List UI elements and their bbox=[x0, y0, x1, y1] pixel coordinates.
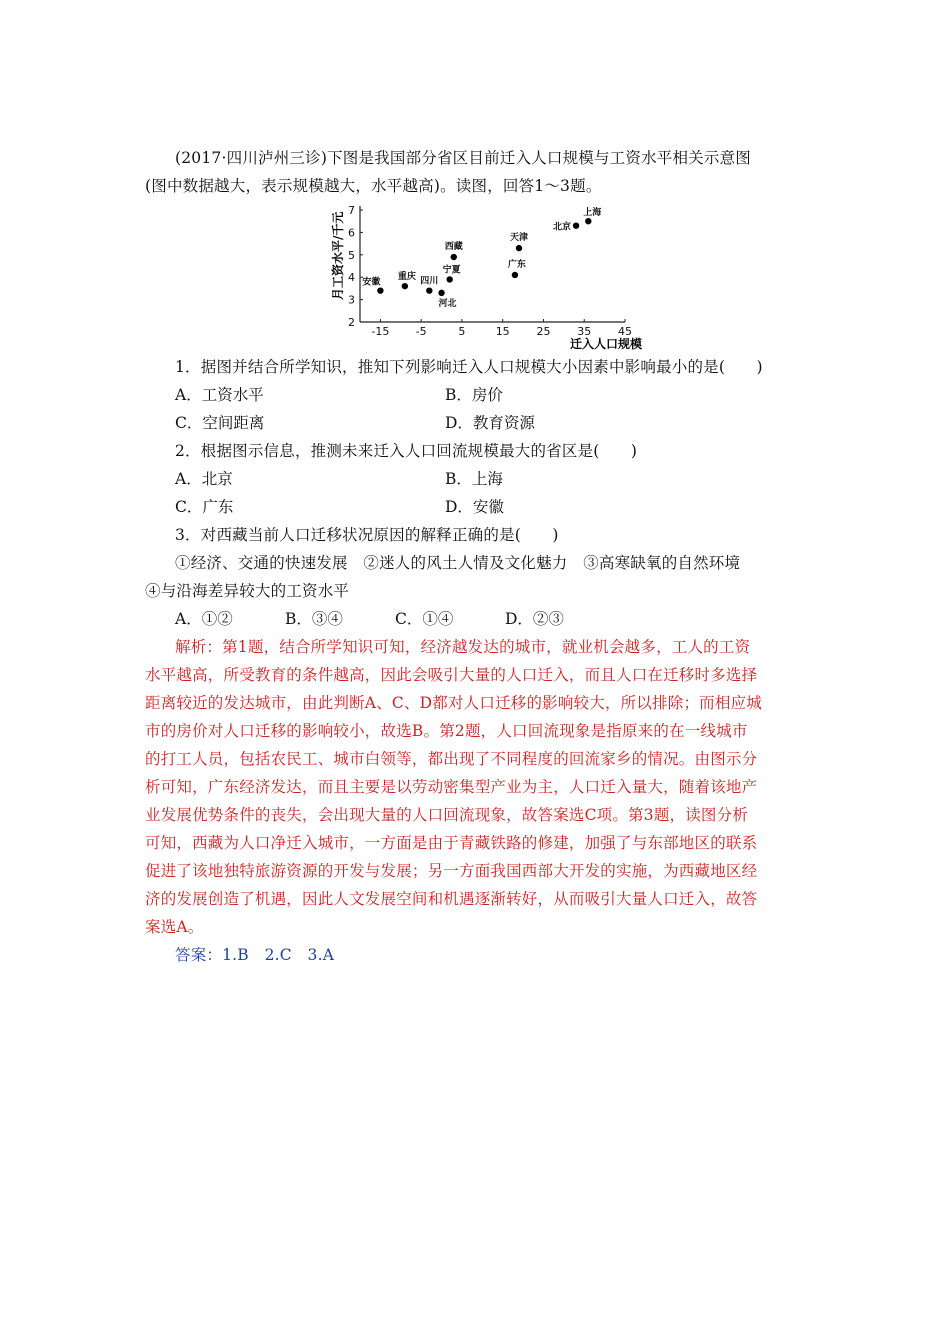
q3-items-line-1: ①经济、交通的快速发展 ②迷人的风土人情及文化魅力 ③高寒缺氧的自然环境 bbox=[175, 554, 741, 572]
data-point-label: 天津 bbox=[509, 233, 529, 244]
analysis-label: 解析： bbox=[175, 638, 223, 656]
intro-line-2: (图中数据越大，表示规模越大，水平越高)。读图，回答1～3题。 bbox=[145, 177, 602, 195]
analysis-line-3: 距离较近的发达城市，由此判断A、C、D都对人口迁移的影响较大，所以排除；而相应城 bbox=[145, 694, 762, 712]
data-point bbox=[451, 254, 457, 260]
data-point-label: 安徽 bbox=[362, 277, 381, 288]
data-point bbox=[402, 283, 408, 289]
answer-label: 答案： bbox=[175, 946, 223, 964]
data-point bbox=[516, 245, 522, 251]
data-point bbox=[512, 272, 518, 278]
q3-option-d[interactable]: D．②③ bbox=[505, 610, 564, 628]
q2-option-a[interactable]: A．北京 bbox=[175, 470, 233, 488]
q2-stem: 2．根据图示信息，推测未来迁入人口回流规模最大的省区是( ) bbox=[175, 442, 638, 460]
analysis-line-4: 市的房价对人口迁移的影响较小，故选B。第2题，人口回流现象是指原来的在一线城市 bbox=[145, 722, 748, 740]
analysis-line-10: 济的发展创造了机遇，因此人文发展空间和机遇逐渐转好，从而吸引大量人口迁入，故答 bbox=[145, 890, 758, 908]
x-tick-label: 35 bbox=[577, 325, 592, 338]
data-point-label: 上海 bbox=[583, 208, 602, 219]
q3-option-a[interactable]: A．①② bbox=[175, 610, 233, 628]
chart-xlabel: 迁入人口规模 bbox=[570, 337, 643, 351]
x-tick-label: 45 bbox=[618, 325, 632, 338]
answer-line bbox=[175, 945, 334, 965]
q3-stem: 3．对西藏当前人口迁移状况原因的解释正确的是( ) bbox=[175, 526, 559, 544]
y-tick-label: 3 bbox=[348, 293, 355, 307]
data-point bbox=[585, 218, 591, 224]
analysis-line-2: 水平越高，所受教育的条件越高，因此会吸引大量的人口迁入，而且人口在迁移时多选择 bbox=[145, 666, 758, 684]
data-point-label: 重庆 bbox=[397, 272, 416, 283]
analysis-line-6: 析可知，广东经济发达，而且主要是以劳动密集型产业为主，人口迁入量大，随着该地产 bbox=[145, 778, 758, 796]
data-point bbox=[446, 276, 452, 282]
q2-option-d[interactable]: D．安徽 bbox=[445, 498, 504, 516]
q1-option-b[interactable]: B．房价 bbox=[445, 386, 503, 404]
q1-option-a[interactable]: A．工资水平 bbox=[175, 386, 264, 404]
analysis-line-11: 案选A。 bbox=[145, 918, 204, 936]
q1-option-d[interactable]: D．教育资源 bbox=[445, 414, 535, 432]
data-point-label: 宁夏 bbox=[442, 265, 461, 276]
q3-option-c[interactable]: C．①④ bbox=[395, 610, 454, 628]
data-point-label: 北京 bbox=[553, 222, 572, 233]
chart-ylabel: 月工资水平/千元 bbox=[331, 211, 345, 300]
x-tick-label: 15 bbox=[495, 325, 510, 338]
data-point bbox=[438, 290, 444, 296]
q3-items-line-2: ④与沿海差异较大的工资水平 bbox=[145, 582, 350, 600]
x-tick-label: 25 bbox=[536, 325, 551, 338]
x-tick-label: -15 bbox=[371, 325, 390, 338]
data-point-label: 四川 bbox=[420, 276, 439, 287]
analysis-line-9: 促进了该地独特旅游资源的开发与发展；另一方面我国西部大开发的实施，为西藏地区经 bbox=[145, 862, 758, 880]
q2-option-b[interactable]: B．上海 bbox=[445, 470, 503, 488]
data-point bbox=[573, 222, 579, 228]
analysis-text-1: 第1题，结合所学知识可知，经济越发达的城市，就业机会越多，工人的工资 bbox=[222, 638, 751, 656]
data-point bbox=[377, 287, 383, 293]
q1-option-c[interactable]: C．空间距离 bbox=[175, 414, 265, 432]
y-tick-label: 4 bbox=[348, 271, 355, 285]
q2-option-c[interactable]: C．广东 bbox=[175, 498, 234, 516]
answer-text: 1.B 2.C 3.A bbox=[222, 946, 335, 964]
analysis-line-1 bbox=[175, 637, 750, 657]
scatter-chart bbox=[330, 200, 643, 351]
y-tick-label: 6 bbox=[348, 226, 355, 240]
analysis-line-7: 业发展优势条件的丧失，会出现大量的人口回流现象，故答案选C项。第3题，读图分析 bbox=[145, 806, 749, 824]
q1-stem: 1．据图并结合所学知识，推知下列影响迁入人口规模大小因素中影响最小的是( ) bbox=[175, 358, 763, 376]
analysis-line-8: 可知，西藏为人口净迁入城市，一方面是由于青藏铁路的修建，加强了与东部地区的联系 bbox=[145, 834, 758, 852]
x-tick-label: -5 bbox=[415, 325, 427, 338]
analysis-line-5: 的打工人员，包括农民工、城市白领等，都出现了不同程度的回流家乡的情况。由图示分 bbox=[145, 750, 758, 768]
y-tick-label: 5 bbox=[348, 248, 355, 262]
q3-option-b[interactable]: B．③④ bbox=[285, 610, 343, 628]
intro-line-1: (2017·四川泸州三诊)下图是我国部分省区目前迁入人口规模与工资水平相关示意图 bbox=[175, 149, 751, 167]
data-point-label: 西藏 bbox=[444, 242, 463, 253]
y-tick-label: 2 bbox=[348, 316, 355, 329]
data-point-label: 河北 bbox=[438, 298, 457, 309]
y-tick-label: 7 bbox=[348, 204, 355, 217]
data-point-label: 广东 bbox=[507, 259, 526, 270]
data-point bbox=[426, 287, 432, 293]
x-tick-label: 5 bbox=[458, 325, 466, 338]
